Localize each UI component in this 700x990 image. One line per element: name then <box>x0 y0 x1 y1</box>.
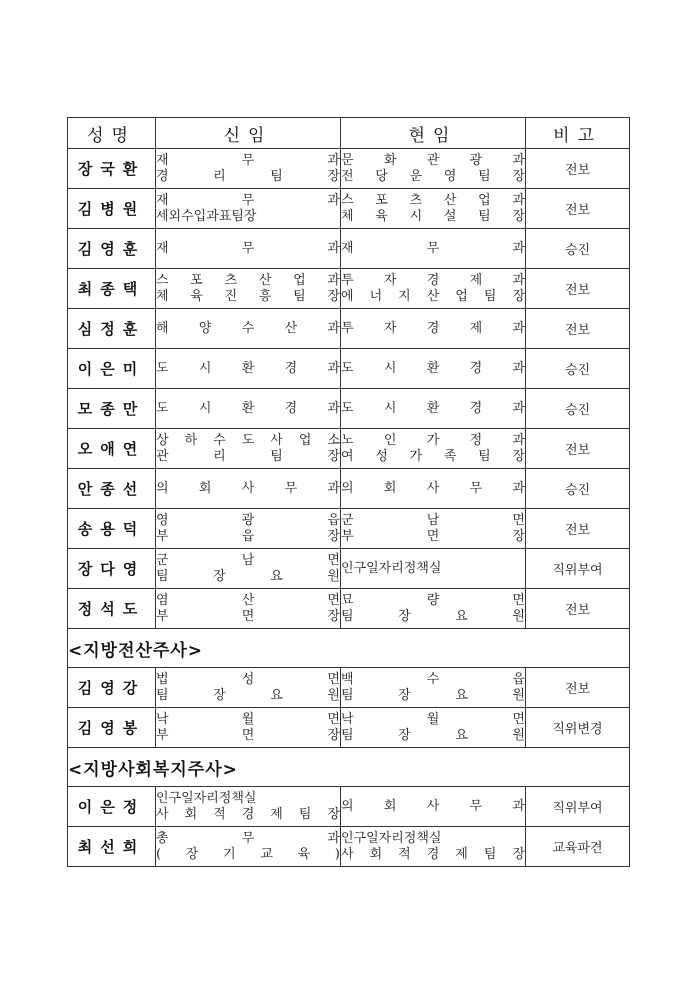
current-post-line: 전 당 운 영 팀 장 <box>341 168 525 184</box>
remark: 교육파견 <box>526 827 630 867</box>
table-row <box>68 509 630 549</box>
current-post <box>341 549 526 589</box>
new-post <box>156 708 341 748</box>
person-name: 최종택 <box>68 269 156 309</box>
current-post-line: 백 수 읍 <box>341 671 525 687</box>
new-post-line: 부 읍 장 <box>156 528 340 544</box>
table-row <box>68 349 630 389</box>
section-row <box>68 748 630 787</box>
remark: 전보 <box>526 269 630 309</box>
section-title: <지방사회복지주사> <box>68 748 630 787</box>
current-post-line: 팀 장 요 원 <box>341 687 525 703</box>
new-post-line: 팀 장 요 원 <box>156 687 340 703</box>
table-row <box>68 469 630 509</box>
new-post-line: 팀 장 요 원 <box>156 568 340 584</box>
new-post <box>156 269 341 309</box>
remark: 전보 <box>526 429 630 469</box>
current-post-line: 사 회 적 경 제 팀 장 <box>341 846 525 862</box>
new-post-line: 영 광 읍 <box>156 512 340 528</box>
current-post-line: 노 인 가 정 과 <box>341 432 525 448</box>
remark: 전보 <box>526 668 630 708</box>
person-name: 김영훈 <box>68 229 156 269</box>
current-post-line: 팀 장 요 원 <box>341 608 525 624</box>
new-post-line: 관 리 팀 장 <box>156 448 340 464</box>
current-post-line: 도 시 환 경 과 <box>341 360 525 376</box>
new-post-line: 사 회 적 경 제 팀 장 <box>156 806 340 822</box>
new-post-line: 총 무 과 <box>156 830 340 846</box>
current-post-line: 여 성 가 족 팀 장 <box>341 448 525 464</box>
new-post-line: 염 산 면 <box>156 592 340 608</box>
remark: 전보 <box>526 589 630 629</box>
current-post-line: 낙 월 면 <box>341 711 525 727</box>
section-title: <지방전산주사> <box>68 629 630 668</box>
current-post-line: 의 회 사 무 과 <box>341 480 525 496</box>
person-name: 장국환 <box>68 149 156 189</box>
current-post-line: 인구일자리정책실 <box>341 830 442 846</box>
remark: 승진 <box>526 389 630 429</box>
current-post-line: 도 시 환 경 과 <box>341 400 525 416</box>
header-name: 성명 <box>68 118 156 149</box>
new-post <box>156 389 341 429</box>
new-post-line: 의 회 사 무 과 <box>156 480 340 496</box>
table-row <box>68 229 630 269</box>
table-header-row <box>68 118 630 149</box>
person-name: 김병원 <box>68 189 156 229</box>
new-post <box>156 589 341 629</box>
current-post <box>341 469 526 509</box>
new-post <box>156 189 341 229</box>
person-name: 안종선 <box>68 469 156 509</box>
current-post <box>341 309 526 349</box>
personnel-table-body <box>68 118 630 867</box>
current-post-line: 투 자 경 제 과 <box>341 272 525 288</box>
header-new-post: 신임 <box>156 118 341 149</box>
new-post <box>156 787 341 827</box>
new-post-line: 부 면 장 <box>156 727 340 743</box>
new-post-line: 세외수입과표팀장 <box>156 208 257 224</box>
current-post-line: 팀 장 요 원 <box>341 727 525 743</box>
current-post-line: 체 육 시 설 팀 장 <box>341 208 525 224</box>
current-post <box>341 827 526 867</box>
person-name: 이은미 <box>68 349 156 389</box>
table-row <box>68 708 630 748</box>
new-post <box>156 668 341 708</box>
new-post-line: 인구일자리정책실 <box>156 790 257 806</box>
remark: 직위변경 <box>526 708 630 748</box>
new-post-line: 체 육 진 흥 팀 장 <box>156 288 340 304</box>
new-post-line: 군 남 면 <box>156 552 340 568</box>
current-post-line: 투 자 경 제 과 <box>341 320 525 336</box>
remark: 전보 <box>526 509 630 549</box>
current-post-line: 군 남 면 <box>341 512 525 528</box>
current-post-line: 인구일자리정책실 <box>341 560 442 576</box>
current-post-line: 묘 량 면 <box>341 592 525 608</box>
new-post <box>156 349 341 389</box>
new-post <box>156 549 341 589</box>
current-post <box>341 708 526 748</box>
remark: 전보 <box>526 189 630 229</box>
remark: 전보 <box>526 309 630 349</box>
current-post-line: 재 무 과 <box>341 240 525 256</box>
table-row <box>68 429 630 469</box>
new-post <box>156 149 341 189</box>
table-row <box>68 787 630 827</box>
remark: 직위부여 <box>526 549 630 589</box>
new-post-line: 상 하 수 도 사 업 소 <box>156 432 340 448</box>
current-post <box>341 509 526 549</box>
person-name: 최선희 <box>68 827 156 867</box>
header-current-post: 현임 <box>341 118 526 149</box>
new-post-line: ( 장 기 교 육 ) <box>156 846 340 862</box>
new-post-line: 도 시 환 경 과 <box>156 400 340 416</box>
remark: 전보 <box>526 149 630 189</box>
current-post-line: 의 회 사 무 과 <box>341 798 525 814</box>
remark: 직위부여 <box>526 787 630 827</box>
new-post <box>156 469 341 509</box>
table-row <box>68 189 630 229</box>
current-post <box>341 149 526 189</box>
current-post <box>341 189 526 229</box>
person-name: 장다영 <box>68 549 156 589</box>
new-post-line: 경 리 팀 장 <box>156 168 340 184</box>
section-row <box>68 629 630 668</box>
current-post <box>341 269 526 309</box>
new-post-line: 재 무 과 <box>156 240 340 256</box>
current-post-line: 스 포 츠 산 업 과 <box>341 192 525 208</box>
new-post <box>156 827 341 867</box>
person-name: 김영봉 <box>68 708 156 748</box>
person-name: 오애연 <box>68 429 156 469</box>
new-post <box>156 509 341 549</box>
current-post <box>341 229 526 269</box>
remark: 승진 <box>526 229 630 269</box>
table-row <box>68 309 630 349</box>
remark: 승진 <box>526 469 630 509</box>
table-row <box>68 149 630 189</box>
person-name: 김영강 <box>68 668 156 708</box>
new-post-line: 법 성 면 <box>156 671 340 687</box>
new-post-line: 부 면 장 <box>156 608 340 624</box>
current-post-line: 부 면 장 <box>341 528 525 544</box>
current-post <box>341 589 526 629</box>
person-name: 이은정 <box>68 787 156 827</box>
table-row <box>68 589 630 629</box>
new-post <box>156 309 341 349</box>
new-post-line: 낙 월 면 <box>156 711 340 727</box>
new-post <box>156 229 341 269</box>
person-name: 송용덕 <box>68 509 156 549</box>
new-post-line: 해 양 수 산 과 <box>156 320 340 336</box>
new-post-line: 재 무 과 <box>156 192 340 208</box>
table-row <box>68 269 630 309</box>
table-row <box>68 668 630 708</box>
table-row <box>68 549 630 589</box>
personnel-table <box>67 117 630 867</box>
current-post <box>341 429 526 469</box>
current-post-line: 문 화 관 광 과 <box>341 152 525 168</box>
current-post <box>341 389 526 429</box>
person-name: 정석도 <box>68 589 156 629</box>
table-row <box>68 389 630 429</box>
current-post-line: 에 너 지 산 업 팀 장 <box>341 288 525 304</box>
current-post <box>341 349 526 389</box>
current-post <box>341 668 526 708</box>
current-post <box>341 787 526 827</box>
remark: 승진 <box>526 349 630 389</box>
new-post-line: 스 포 츠 산 업 과 <box>156 272 340 288</box>
header-remark: 비고 <box>526 118 630 149</box>
table-row <box>68 827 630 867</box>
new-post-line: 도 시 환 경 과 <box>156 360 340 376</box>
person-name: 심정훈 <box>68 309 156 349</box>
person-name: 모종만 <box>68 389 156 429</box>
new-post-line: 재 무 과 <box>156 152 340 168</box>
new-post <box>156 429 341 469</box>
